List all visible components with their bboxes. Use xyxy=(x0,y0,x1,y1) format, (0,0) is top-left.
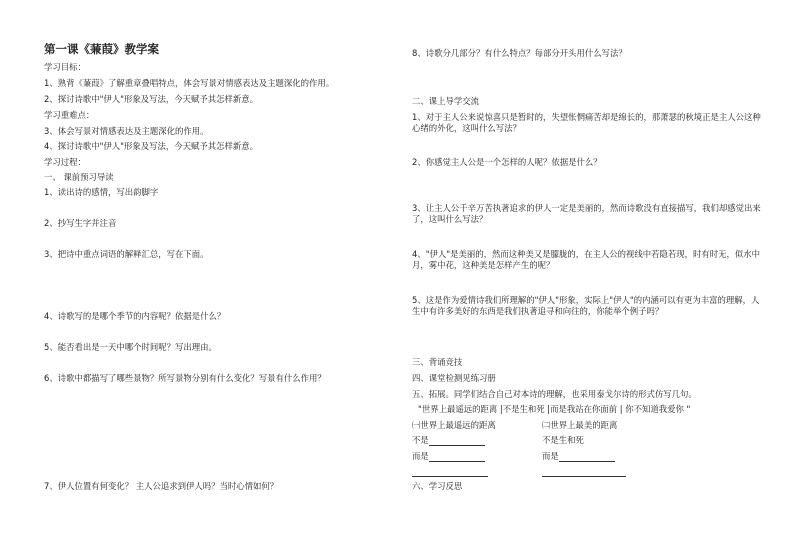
question-item: 8、诗歌分几部分？有什么特点？每部分开头用什么写法？ xyxy=(412,48,627,58)
question-item: 3、让主人公千辛万苦执著追求的伊人一定是美丽的，然而诗歌没有直接描写，我们却感觉出来了，这叫什么写法？ xyxy=(412,203,761,224)
objective-item: 2、探讨诗歌中"伊人"形象及写法，今天赋予其怎样新意。 xyxy=(44,94,259,104)
imitation-not-line xyxy=(412,435,485,446)
question-item: 3、把诗中重点词语的解释汇总，写在下面。 xyxy=(44,249,209,259)
imitation-extra-line xyxy=(412,466,488,477)
imitation-extra-line xyxy=(542,466,626,477)
question-item: 4、"伊人"是美丽的，然而这种美又是朦胧的，在主人公的视线中若隐若现，时有时无，似水中月，雾中花，这种美是怎样产生的呢？ xyxy=(412,249,761,270)
section2-heading: 二、课上导学交流 xyxy=(412,96,479,106)
question-item: 1、读出诗的感情，写出韵脚字 xyxy=(44,187,159,197)
keypoints-heading: 学习重难点： xyxy=(44,110,95,120)
section5-heading: 五、拓展。同学们结合自己对本诗的理解，也采用泰戈尔诗的形式仿写几句。 xyxy=(412,389,697,399)
imitation-not-label: 不是 xyxy=(412,435,429,445)
blank-line[interactable] xyxy=(559,461,615,462)
document-title: 第一课《蒹葭》教学案 xyxy=(44,42,159,56)
blank-line[interactable] xyxy=(542,475,626,477)
blank-line[interactable] xyxy=(429,445,485,446)
question-item: 6、诗歌中都描写了哪些景物？所写景物分别有什么变化？写景有什么作用？ xyxy=(44,373,326,383)
imitation-but-label: 而是 xyxy=(412,451,429,461)
imitation-but-line xyxy=(412,451,485,462)
question-item: 7、伊人位置有何变化？ 主人公追求到伊人吗？当时心情如何？ xyxy=(44,481,279,491)
keypoint-item: 3、体会写景对情感表达及主题深化的作用。 xyxy=(44,126,209,136)
blank-line[interactable] xyxy=(429,461,485,462)
question-item: 1、对于主人公来说惊喜只是暂时的，失望怅惘痛苦却是绵长的，那萧瑟的秋境正是主人公这种心绪的外化，这叫什么写法？ xyxy=(412,112,761,133)
tagore-poem-line: "世界上最遥远的距离 |不是生和死 |而是我站在你面前 | 你不知道我爱你 " xyxy=(418,404,691,414)
question-item: 2、你感觉主人公是一个怎样的人呢？依据是什么？ xyxy=(412,157,602,167)
imitation-heading: ㈠世界上最遥远的距离 xyxy=(412,420,496,430)
section3-heading: 三、背诵竞技 xyxy=(412,357,463,367)
section4-heading: 四、课堂检测见练习册 xyxy=(412,373,496,383)
section1-heading: 一、 课前预习导读 xyxy=(44,172,114,182)
imitation-heading: ㈡世界上最美的距离 xyxy=(542,420,618,430)
keypoint-item: 4、探讨诗歌中"伊人"形象及写法，今天赋予其怎样新意。 xyxy=(44,141,259,151)
imitation-but-label: 而是 xyxy=(542,451,559,461)
section6-heading: 六、学习反思 xyxy=(412,481,463,491)
objective-item: 1、熟背《蒹葭》了解重章叠唱特点，体会写景对情感表达及主题深化的作用。 xyxy=(44,78,335,88)
process-heading: 学习过程： xyxy=(44,157,86,167)
blank-line[interactable] xyxy=(412,475,488,477)
imitation-not-label: 不是生和死 xyxy=(542,435,584,445)
question-item: 2、抄写生字并注音 xyxy=(44,218,117,228)
imitation-but-line xyxy=(542,451,615,462)
question-item: 5、这是作为爱情诗我们所理解的"伊人"形象，实际上"伊人"的内涵可以有更为丰富的理解，人生中有许多美好的东西是我们执著追寻和向往的，你能举个例子吗？ xyxy=(412,295,760,316)
question-item: 5、能否看出是一天中哪个时间呢？写出理由。 xyxy=(44,342,217,352)
question-item: 4、诗歌写的是哪个季节的内容呢？依据是什么？ xyxy=(44,311,226,321)
objectives-heading: 学习目标： xyxy=(44,62,86,72)
